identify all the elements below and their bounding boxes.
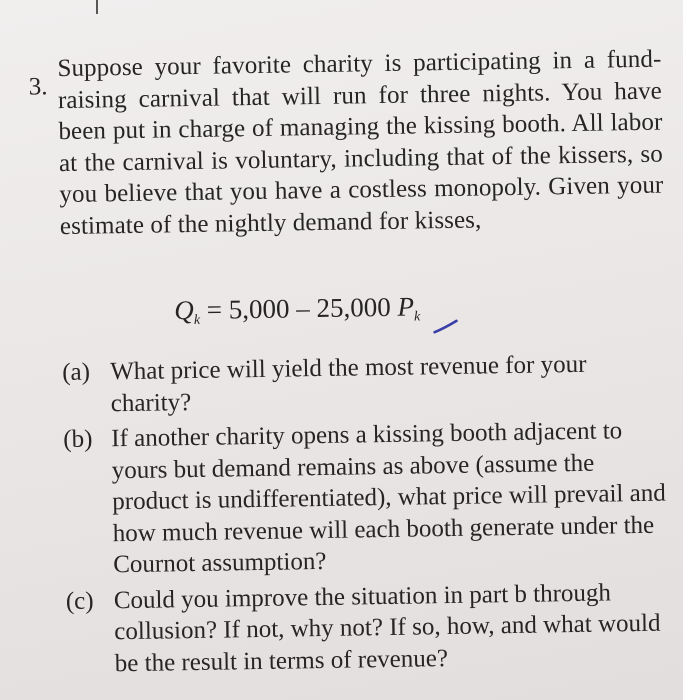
problem-statement: Suppose your favorite charity is participating in a fund-raising carnival that will run for three nights. You have been put in charge of managing the kissing booth. All labor at the carnival is voluntary, including that of the kissers, so you believe that you have a costless monopoly. Given your estimate of the nightly demand for kisses,: [57, 45, 664, 240]
question-parts: [62, 348, 671, 684]
equation-p-variable: P: [397, 291, 415, 322]
part-a-label: (a): [62, 358, 91, 387]
part-b-label: (b): [63, 425, 93, 454]
page-edge-mark: [96, 0, 98, 14]
part-c-label: (c): [65, 587, 94, 615]
question-part-c: [66, 576, 671, 680]
question-part-a: [62, 348, 667, 420]
equation-p-subscript: k: [413, 309, 421, 325]
textbook-page: [0, 29, 683, 677]
equation-q-variable: Q: [174, 294, 195, 326]
part-c-text: Could you improve the situation in part b through collusion? If not, why not? If so, how, and what would be the result in terms of revenue?: [113, 578, 661, 677]
part-a-text: What price will yield the most revenue for your charity?: [110, 350, 587, 417]
question-part-b: [63, 415, 669, 582]
equation-middle: = 5,000 – 25,000: [199, 291, 398, 325]
equation-q-subscript: k: [193, 312, 201, 328]
problem-number: 3.: [28, 73, 48, 101]
check-mark-icon: [432, 319, 458, 335]
demand-equation: [174, 291, 420, 329]
part-b-text: If another charity opens a kissing booth adjacent to yours but demand remains as above (assume the product is undifferentiated), what price will prevail and how much revenue will each booth generate under the Cournot assumption?: [111, 417, 666, 579]
